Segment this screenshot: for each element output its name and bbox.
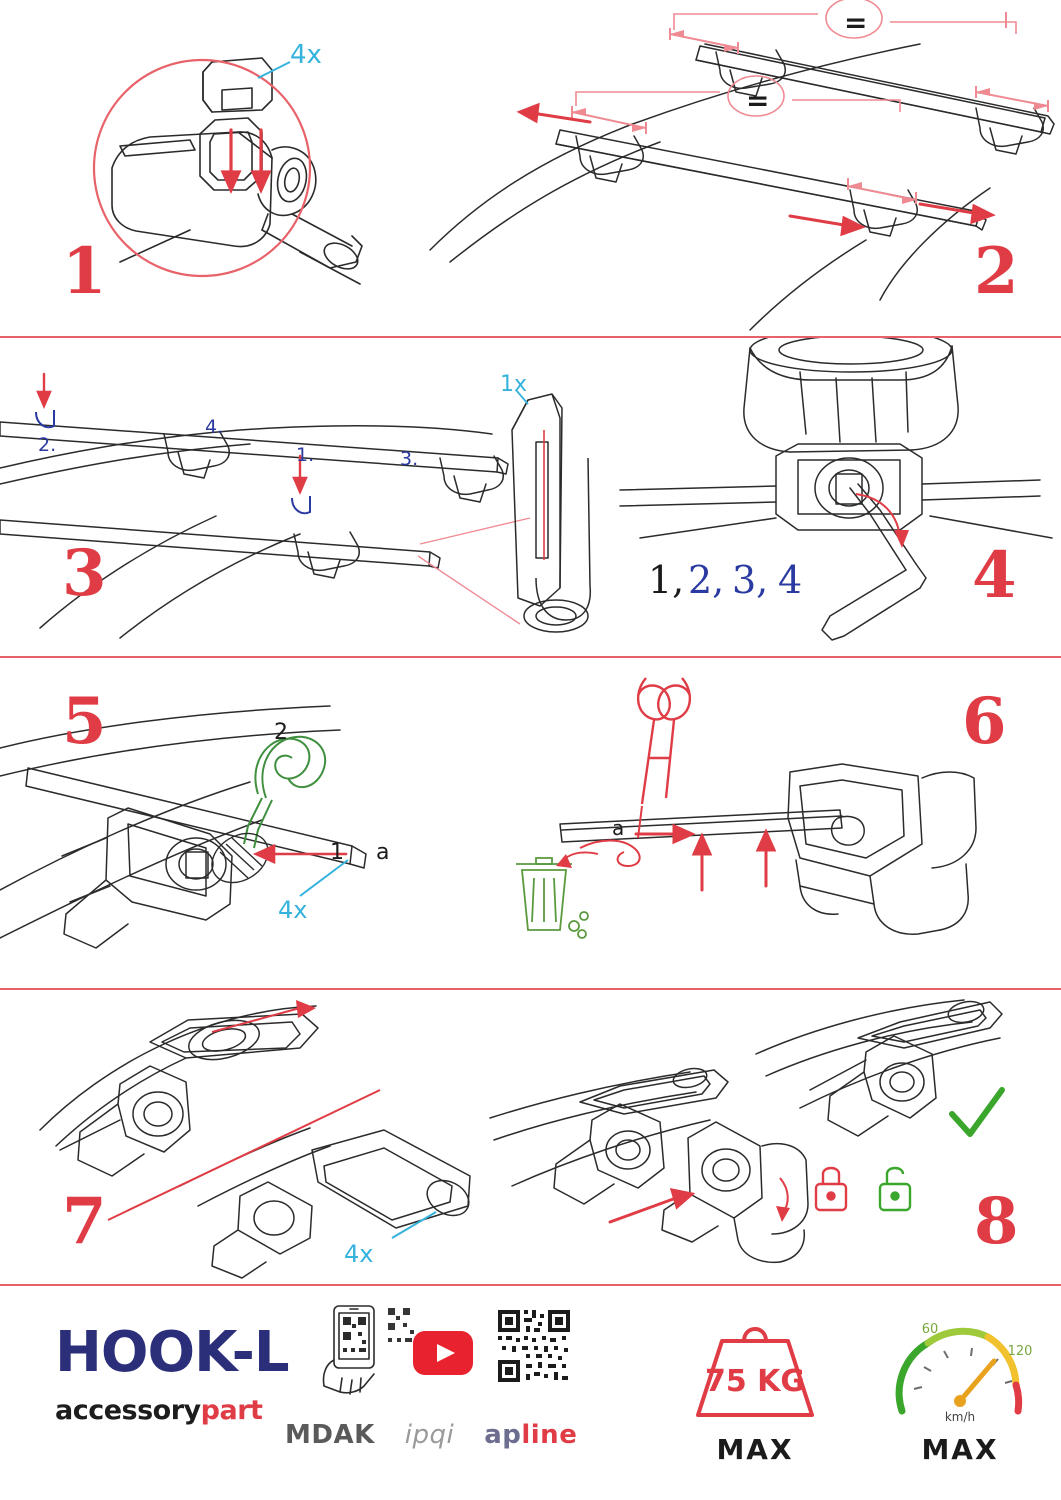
step-6-number: 6 (962, 684, 1008, 759)
partner-logos (285, 1420, 577, 1450)
step-5-callout-2: 2 (274, 720, 288, 745)
step-3-callout-2: 2. (38, 434, 57, 456)
brand-tagline (55, 1395, 289, 1426)
step-1-panel (0, 0, 420, 336)
step-6-panel (470, 658, 1061, 988)
step-5-callout-a: a (376, 840, 390, 865)
brand-tagline-accessory: accessory (55, 1395, 201, 1426)
step-3-callout-3: 3. (400, 448, 419, 470)
step-4-number: 4 (972, 538, 1018, 613)
max-load-block (680, 1315, 830, 1466)
step-3-callout-1: 1. (296, 444, 315, 466)
partner-mdak: MDAK (285, 1420, 375, 1450)
youtube-icon[interactable] (412, 1330, 474, 1376)
step-2-equals-1: = (844, 6, 868, 39)
step-2-illustration (420, 0, 1061, 336)
step-2-equals-2: = (746, 84, 770, 117)
step-3-panel (0, 338, 600, 656)
max-speed-block (880, 1315, 1040, 1466)
speed-tick-high: 120 (1007, 1344, 1033, 1359)
max-load-caption: MAX (716, 1433, 794, 1466)
step-4-sequence-2: 2, (688, 558, 725, 602)
max-load-value: 75 KG (704, 1364, 806, 1399)
partner-apline: apline (484, 1420, 578, 1450)
step-2-panel (420, 0, 1061, 336)
step-6-callout-a: a (612, 816, 625, 840)
step-4-sequence-4: 4 (778, 558, 803, 602)
speedometer-icon (880, 1315, 1040, 1427)
max-speed-caption: MAX (921, 1433, 999, 1466)
step-1-number: 1 (62, 234, 108, 309)
step-4-panel (600, 338, 1061, 656)
step-4-sequence-1: 1, (648, 558, 685, 602)
step-5-callout-4x: 4x (278, 896, 308, 924)
partner-ipqi: ipqi (404, 1420, 455, 1450)
step-8-panel (480, 990, 1061, 1284)
product-name: HOOK-L (55, 1320, 289, 1385)
brand-tagline-part: part (200, 1395, 263, 1426)
step-7-number: 7 (62, 1184, 108, 1259)
qr-code-icon[interactable] (496, 1308, 572, 1384)
zoom-circle (94, 60, 310, 276)
step-7-panel (0, 990, 480, 1284)
footer (0, 1290, 1061, 1500)
step-5-panel (0, 658, 470, 988)
step-3-number: 3 (62, 536, 108, 611)
speed-unit: km/h (944, 1410, 976, 1424)
step-3-callout-1x: 1x (500, 372, 528, 397)
step-4-sequence-3: 3, (732, 558, 769, 602)
weight-icon (680, 1315, 830, 1427)
step-2-number: 2 (974, 234, 1020, 309)
step-3-callout-4: 4. (205, 416, 224, 438)
step-5-number: 5 (62, 684, 108, 759)
step-7-callout-4x: 4x (344, 1240, 374, 1268)
step-8-number: 8 (974, 1184, 1020, 1259)
step-5-callout-1: 1 (330, 840, 344, 865)
brand-block (55, 1320, 289, 1426)
step-1-callout-4x: 4x (290, 40, 322, 70)
speed-tick-low: 60 (921, 1322, 939, 1337)
divider-4 (0, 1284, 1061, 1286)
